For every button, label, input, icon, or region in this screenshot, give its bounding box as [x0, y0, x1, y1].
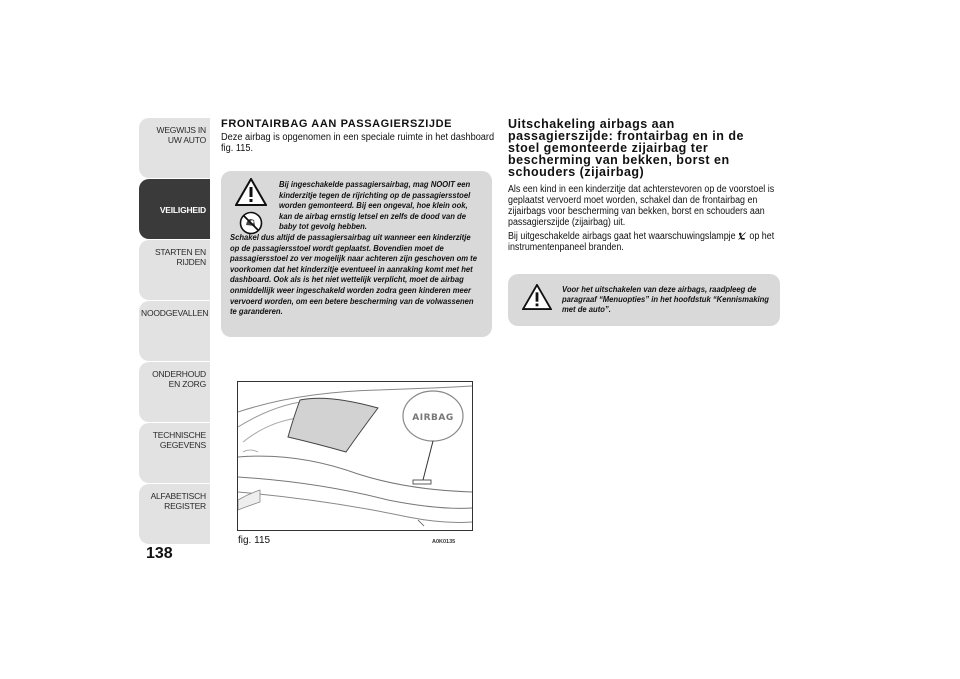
heading-line: bescherming van bekken, borst en [508, 153, 730, 167]
tab-alfabetisch-register[interactable]: ALFABETISCH REGISTER [139, 484, 210, 544]
figure-115-dashboard-airbag [237, 381, 473, 531]
heading-line: schouders (zijairbag) [508, 165, 645, 179]
warning-text-child-seat [230, 179, 481, 317]
figure-code: A0K0135 [432, 539, 456, 545]
heading-line: passagierszijde: frontairbag en in de [508, 129, 744, 143]
heading-line: stoel gemonteerde zijairbag ter [508, 141, 709, 155]
tab-technische-gegevens[interactable]: TECHNISCHE GEGEVENS [139, 423, 210, 483]
tab-wegwijs-in-uw-auto[interactable]: WEGWIJS IN UW AUTO [139, 118, 210, 178]
paragraph-warning-lamp [508, 231, 775, 253]
heading-line: Uitschakeling airbags aan [508, 117, 675, 131]
warning-text-menu-options: Voor het uitschakelen van deze airbags, raadpleeg de paragraaf “Menuopties” in het hoofdstuk “Kennismaking met de auto”. [562, 284, 769, 315]
tab-onderhoud-en-zorg[interactable]: ONDERHOUD EN ZORG [139, 362, 210, 422]
warning-text-part2: Schakel dus altijd de passagiersairbag uit wanneer een kinderzitje op de passagiersstoel wordt geplaatst. Bovendien moet de passagiersstoel zo ver mogelijk naar achteren zijn geschoven om te voorkomen dat het kinderzitje eventueel in aanraking komt met het dashboard. Ook als is het niet wettelijk verplicht, moet de airbag onmiddellijk weer ingeschakeld worden zodra geen kinderen meer vervoerd worden, om een betere bescherming van de volwassenen te garanderen. [230, 231, 477, 317]
paragraph-child-seat: Als een kind in een kinderzitje dat achterstevoren op de voorstoel is geplaatst vervoerd moet worden, schakel dan de frontairbag en zijairbags voor bescherming van bekken, borst en schouders aan passagierszijde (zijairbag) uit. [508, 184, 775, 228]
tab-veiligheid[interactable]: VEILIGHEID [139, 179, 210, 239]
paragraph-warning-lamp-before: Bij uitgeschakelde airbags gaat het waarschuwingslampje [508, 231, 736, 242]
paragraph-warning-lamp-after: op het instrumentenpaneel branden. [508, 231, 775, 253]
intro-paragraph: Deze airbag is opgenomen in een speciale ruimte in het dashboard fig. 115. [221, 132, 495, 154]
warning-box-menu-options [508, 274, 780, 326]
airbag-off-lamp-icon [738, 232, 747, 240]
airbag-label: AIRBAG [412, 413, 454, 423]
warning-box-child-seat [221, 171, 492, 337]
page-number: 138 [146, 545, 173, 562]
body-text-right [508, 184, 775, 256]
section-heading-uitschakeling [508, 118, 788, 178]
section-heading-frontairbag: FRONTAIRBAG AAN PASSAGIERSZIJDE [221, 118, 453, 130]
dashboard-illustration [238, 382, 472, 530]
tab-starten-en-rijden[interactable]: STARTEN EN RIJDEN [139, 240, 210, 300]
warning-triangle-icon [522, 284, 552, 310]
figure-caption: fig. 115 [238, 535, 271, 546]
warning-text-part1: Bij ingeschakelde passagiersairbag, mag NOOIT een kinderzitje tegen de rijrichting op de passagiersstoel worden gemonteerd. Bij een ongeval, hoe klein ook, kan de airbag ernstig letsel en zelfs de dood van de baby tot gevolg hebben. [278, 179, 471, 232]
tab-noodgevallen[interactable]: NOODGEVALLEN [139, 301, 210, 361]
